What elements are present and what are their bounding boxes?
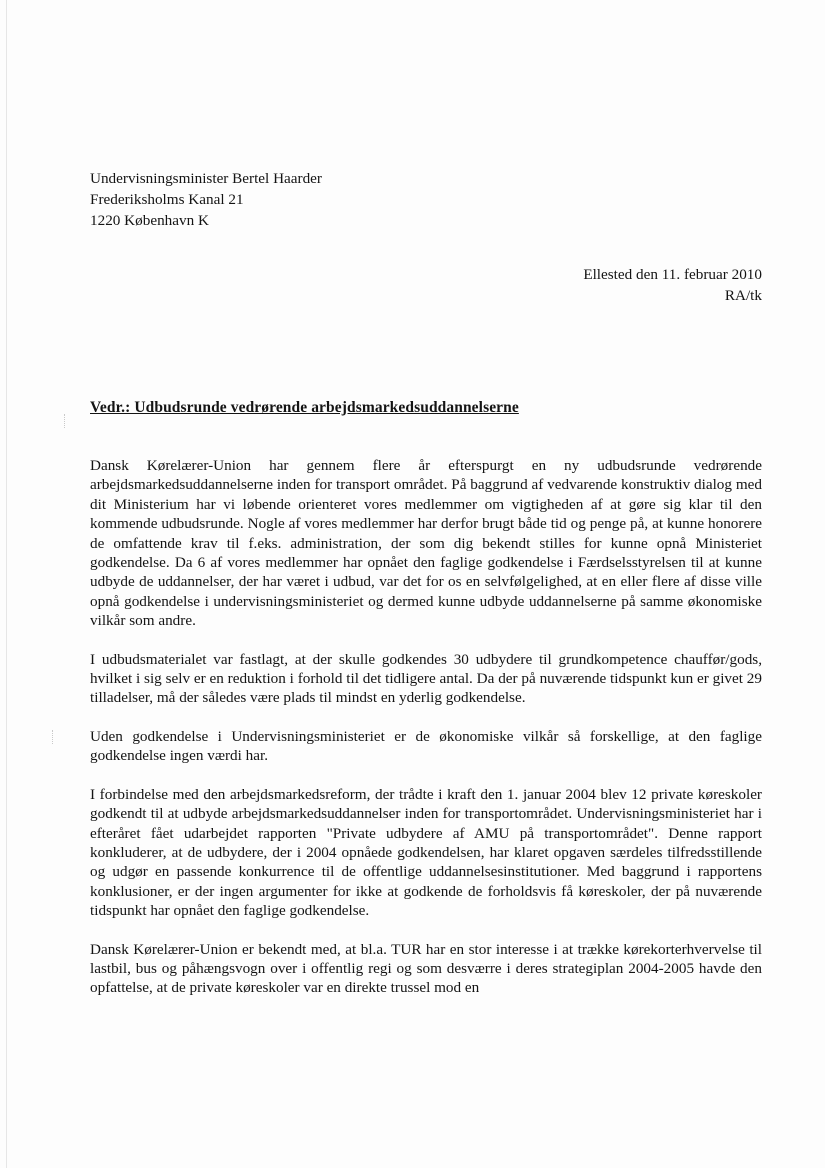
- subject-line: Vedr.: Udbudsrunde vedrørende arbejdsmarkedsuddannelserne: [90, 399, 519, 416]
- paragraph: Uden godkendelse i Undervisningsministeriet er de økonomiske vilkår så forskellige, at den faglige godkendelse ingen værdi har.: [90, 727, 762, 765]
- recipient-city: 1220 København K: [90, 212, 209, 229]
- recipient-street: Frederiksholms Kanal 21: [90, 191, 244, 208]
- paragraph: Dansk Kørelærer-Union er bekendt med, at bl.a. TUR har en stor interesse i at trække kørekorterhvervelse til lastbil, bus og påhængsvogn over i offentlig regi og som desværre i deres strategiplan 2004-2005 havde den opfattelse, at de private køreskoler var en direkte trussel mod en: [90, 940, 762, 997]
- letter-body: [90, 456, 762, 1017]
- paragraph: I udbudsmaterialet var fastlagt, at der skulle godkendes 30 udbydere til grundkompetence chauffør/gods, hvilket i sig selv er en reduktion i forhold til det tidligere antal. Da der på nuværende tidspunkt kun er givet 29 tilladelser, må der således være plads til mindst en yderlig godkendelse.: [90, 650, 762, 707]
- dateline: [583, 264, 762, 306]
- place-date: Ellested den 11. februar 2010: [583, 266, 762, 283]
- reference-code: RA/tk: [724, 287, 762, 304]
- recipient-name: Undervisningsminister Bertel Haarder: [90, 170, 322, 187]
- paragraph: I forbindelse med den arbejdsmarkedsreform, der trådte i kraft den 1. januar 2004 blev 12 private køreskoler godkendt til at udbyde arbejdsmarkedsuddannelser inden for transportområdet. Undervisningsministeriet har i efteråret fået udarbejdet rapporten "Private udbydere af AMU på transportområdet". Denne rapport konkluderer, at de udbydere, der i 2004 opnåede godkendelsen, har klaret opgaven særdeles tilfredsstillende og udgør en passende konkurrence til de offentlige uddannelsesinstitutioner. Med baggrund i rapportens konklusioner, er der ingen argumenter for ikke at godkende de forholdsvis få køreskoler, der på nuværende tidspunkt har opnået den faglige godkendelse.: [90, 785, 762, 920]
- scan-edge-line: [6, 0, 7, 1168]
- scan-mark: [52, 730, 59, 744]
- recipient-address: [90, 168, 322, 231]
- scan-mark: [64, 414, 71, 428]
- paragraph: Dansk Kørelærer-Union har gennem flere år efterspurgt en ny udbudsrunde vedrørende arbejdsmarkedsuddannelserne inden for transport området. På baggrund af vedvarende konstruktiv dialog med dit Ministerium har vi løbende orienteret vores medlemmer om vigtigheden af at gøre sig klar til den kommende udbudsrunde. Nogle af vores medlemmer har derfor brugt både tid og penge på, at kunne honorere de omfattende krav til f.eks. administration, der som dig bekendt stilles for kunne opnå Ministeriet godkendelse. Da 6 af vores medlemmer har opnået den faglige godkendelse i Færdselsstyrelsen til at kunne udbyde de uddannelser, der har været i udbud, var det for os en selvfølgelighed, at en eller flere af disse ville opnå godkendelse i undervisningsministeriet og dermed kunne udbyde uddannelserne på samme økonomiske vilkår som andre.: [90, 457, 762, 630]
